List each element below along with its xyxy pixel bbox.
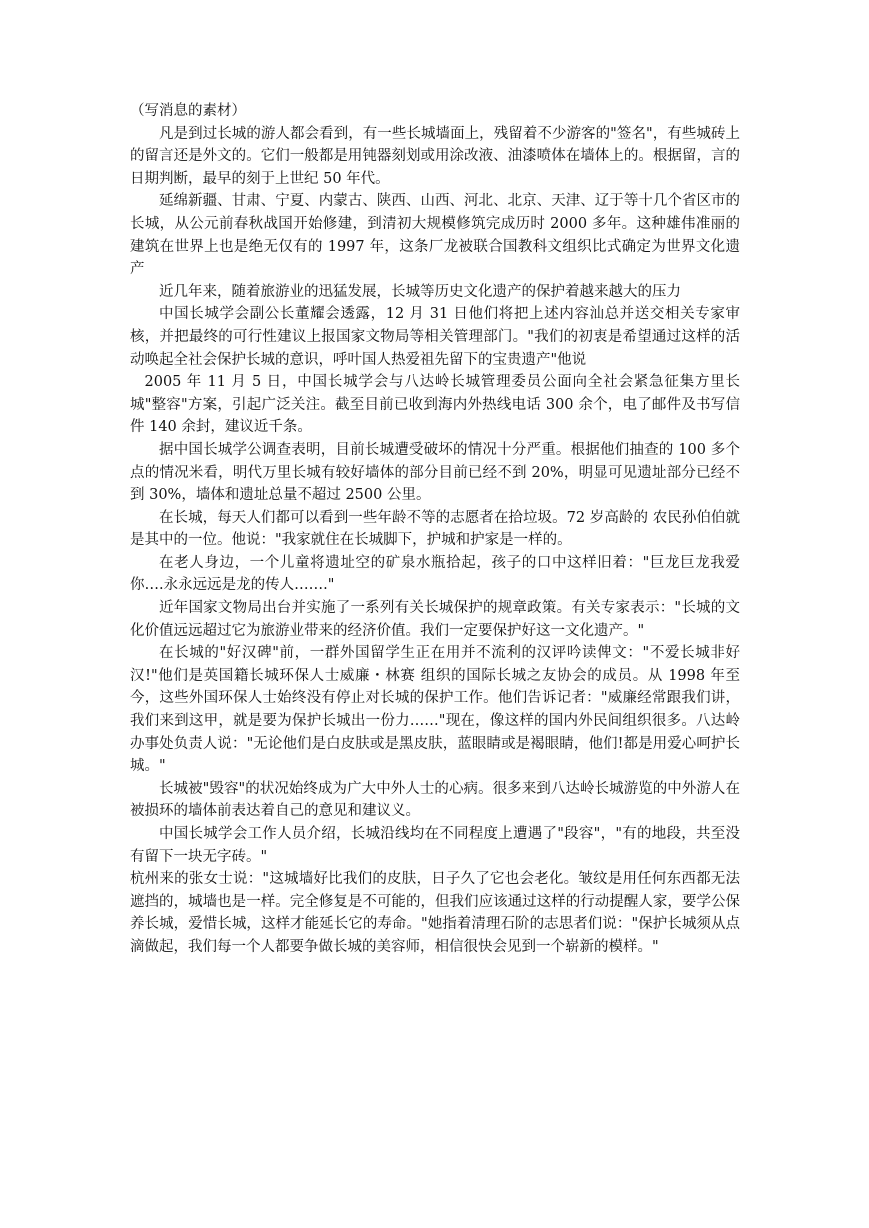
paragraph-graffiti: 凡是到过长城的游人都会看到，有一些长城墙面上，残留着不少游客的"签名"，有些城砖上的留言还是外文的。它们一般都是用钝器刻划或用涂改液、油漆喷体在墙体上的。根据留，言的日期判断，最早的刻于上世纪 50 年代。 [130,125,740,187]
paragraph-concern: 长城被"毁容"的状况始终成为广大中外人士的心病。很多来到八达岭长城游览的中外游人在被损环的墙体前表达着自己的意见和建议义。 [130,780,740,820]
paragraph-staff: 中国长城学会工作人员介绍，长城沿线均在不同程度上遭遇了"段容"，"有的地段，共至没有留下一块无字砖。" [130,826,740,865]
paragraph-history: 延绵新疆、甘肃、宁夏、内蒙古、陕西、山西、河北、北京、天津、辽于等十几个省区市的长城，从公元前春秋战国开始修建，到清初大规模修筑完成历时 2000 多年。这种雄伟准丽的建筑在世界上也是绝无仅有的 1997 年，这条厂龙被联合国教科文组织比式确定为世界文化遗产 [130,193,740,278]
paragraph-campaign: 2005 年 11 月 5 日，中国长城学会与八达岭长城管理委员公面向全社会紧急征集方里长城"整容"方案，引起广泛关注。截至目前已收到海内外热线电话 300 余个，电了邮件及书写信件 140 余封，建议近千条。 [130,374,740,436]
paragraph-foreign-students: 在长城的"好汉碑"前，一群外国留学生正在用并不流利的汉评吟读俾文："不爱长城非好汉!"他们是英国籍长城环保人士威廉・林赛 组织的国际长城之友协会的成员。从 1998 年至今，这些外国环保人士始终没有停止对长城的保护工作。他们告诉记者："威廉经常跟我们讲，我们来到这甲，就是要为保护长城出一份力……"现在，像这样的国内外民间组织很多。八达岭办事处负责人说："无论他们是白皮肤或是黑皮肤，蓝眼睛或是褐眼睛，他们!都是用爱心呵护长城。" [130,645,740,775]
document-page [130,100,740,959]
paragraph-review: 中国长城学会副公长董耀会透露，12 月 31 日他们将把上述内容汕总并送交相关专家审核，并把最终的可行性建议上报国家文物局等相关管理部门。"我们的初衷是希望通过这样的活动唤起全社会保护长城的意识，呼叶国人热爱祖先留下的宝贵遗产"他说 [130,306,740,368]
paragraph-volunteers: 在长城，每天人们都可以看到一些年龄不等的志愿者在拾垃圾。72 岁高龄的 农民孙伯伯就是其中的一位。他说："我家就住在长城脚下，护城和护家是一样的。 [130,509,740,549]
document-heading: （写消息的素材） [130,103,246,119]
paragraph-tourism-pressure: 近几年来，随着旅游业的迅猛发展，长城等历史文化遗产的保护着越来越大的压力 [159,283,681,300]
paragraph-survey: 据中国长城学公调查表明，目前长城遭受破坏的情况十分严重。根据他们抽查的 100 多个点的情况米看，明代万里长城有较好墙体的部分目前已经不到 20%，明显可见遗址部分已经不到 30%，墙体和遗址总量不超过 2500 公里。 [130,441,740,504]
paragraph-ms-zhang: 杭州来的张女士说："这城墙好比我们的皮肤，日子久了它也会老化。皱纹是用任何东西都无法遮挡的，城墙也是一样。完全修复是不可能的，但我们应该通过这样的行动提醒人家，要学公保养长城，爱惜长城，这样才能延长它的寿命。"她指着清理石阶的志思者们说："保护长城须从点滴做起，我们每一个人都要争做长城的美容师，相信很快会见到一个崭新的模样。" [130,871,740,955]
paragraph-child: 在老人身边，一个儿童将遗址空的矿泉水瓶拾起，孩子的口中这样旧着："巨龙巨龙我爱你….永永远远是龙的传人……." [130,554,740,594]
paragraph-policy: 近年国家文物局出台并实施了一系列有关长城保护的规章政策。有关专家表示："长城的文化价值远远超过它为旅游业带来的经济价值。我们一定要保护好这一文化遗产。" [130,600,740,639]
